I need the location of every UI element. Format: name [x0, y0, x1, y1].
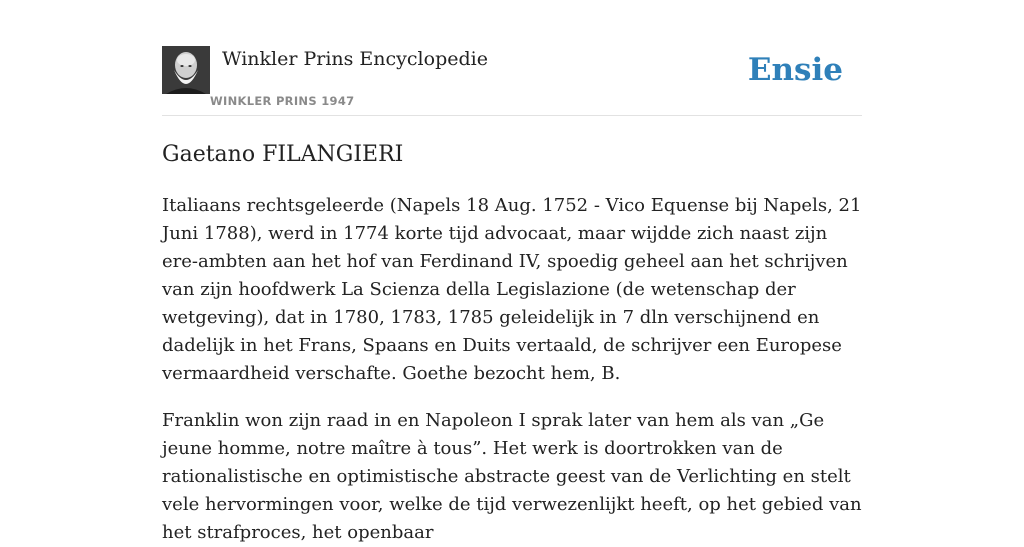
site-header [162, 46, 862, 116]
bearded-man-portrait-icon [162, 46, 210, 94]
edition-label[interactable]: WINKLER PRINS 1947 [210, 94, 355, 108]
author-avatar[interactable] [162, 46, 210, 94]
brand-logo[interactable]: Ensie [747, 52, 843, 88]
site-title[interactable]: Winkler Prins Encyclopedie [222, 48, 488, 70]
article [162, 140, 862, 547]
article-title: Gaetano FILANGIERI [162, 142, 404, 167]
article-paragraph: Italiaans rechtsgeleerde (Napels 18 Aug. 1752 - Vico Equense bij Napels, 21 Juni 1788), werd in 1774 korte tijd advocaat, maar wijdde zich naast zijn ere-ambten aan het hof van Ferdinand IV, spoedig geheel aan het schrijven van zijn hoofdwerk La Scienza della Legislazione (de wetenschap der wetgeving), dat in 1780, 1783, 1785 geleidelijk in 7 dln verschijnend en dadelijk in het Frans, Spaans en Duits vertaald, de schrijver een Europese vermaardheid verschafte. Goethe bezocht hem, B. [162, 195, 862, 384]
article-paragraph: Franklin won zijn raad in en Napoleon I sprak later van hem als van „Ge jeune homme, notre maître à tous”. Het werk is doortrokken van de rationalistische en optimistische abstracte geest van de Verlichting en stelt vele hervormingen voor, welke de tijd verwezenlijkt heeft, op het gebied van het strafproces, het openbaar [162, 410, 862, 543]
